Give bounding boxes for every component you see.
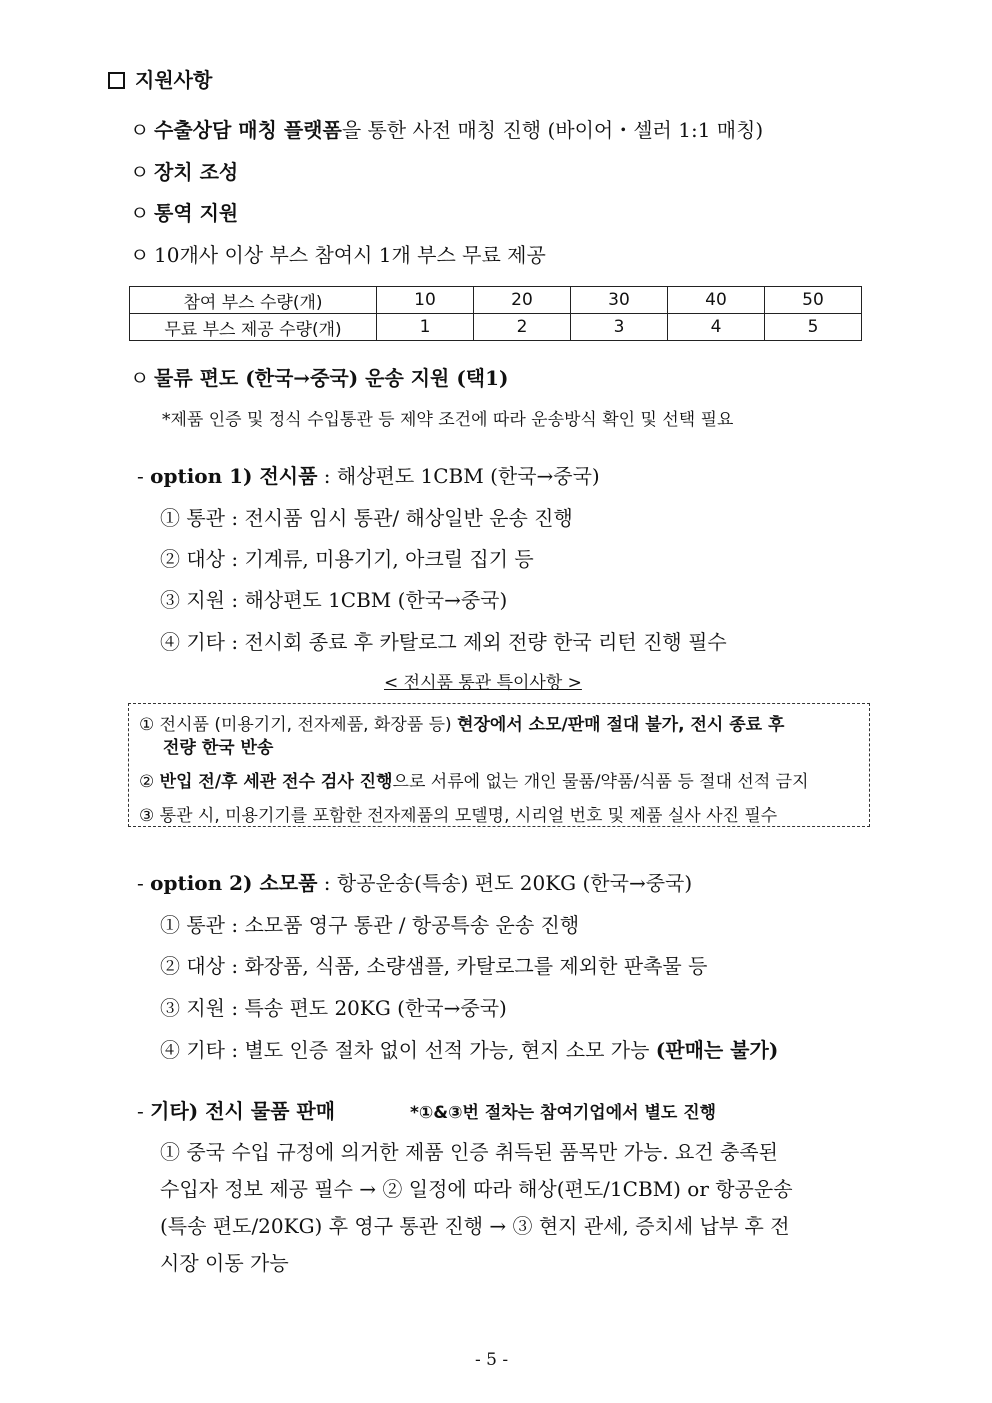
option2-item: ① 통관 : 소모품 영구 통관 / 항공특송 운송 진행 [160,913,580,937]
table-row [130,287,862,314]
notice-line: 전량 한국 반송 [163,738,274,758]
notice-title: < 전시품 통관 특이사항 > [384,673,582,693]
other-line: (특송 편도/20KG) 후 영구 통관 진행 → ③ 현지 관세, 증치세 납부 후 전 [160,1214,790,1238]
table-row [130,314,862,341]
option1-item: ④ 기타 : 전시회 종료 후 카탈로그 제외 전량 한국 리턴 진행 필수 [160,630,727,654]
option2-item: ③ 지원 : 특송 편도 20KG (한국→중국) [160,996,507,1020]
table-cell: 2 [474,314,571,341]
logistics-title: 물류 편도 (한국→중국) 운송 지원 (택1) [154,366,509,390]
table-cell: 1 [377,314,474,341]
section-title: 지원사항 [135,68,213,92]
bullet-item: ㅇ 수출상담 매칭 플랫폼을 통한 사전 매칭 진행 (바이어・셀러 1:1 매칭) [130,114,763,143]
bullet-item: ㅇ 10개사 이상 부스 참여시 1개 부스 무료 제공 [130,239,546,268]
table-cell: 4 [668,314,765,341]
table-cell: 30 [571,287,668,314]
circle-bullet-icon: ㅇ [130,118,150,142]
bullet-item: ㅇ 통역 지원 [130,197,238,226]
circle-bullet-icon: ㅇ [130,160,150,184]
notice-line: ② 반입 전/후 세관 전수 검사 진행으로 서류에 없는 개인 물품/약품/식품 등 절대 선적 금지 [139,772,809,792]
checkbox-square-icon [108,72,125,89]
table-cell: 3 [571,314,668,341]
table-cell: 50 [765,287,862,314]
table-cell: 40 [668,287,765,314]
other-line: ① 중국 수입 규정에 의거한 제품 인증 취득된 품목만 가능. 요건 충족된 [160,1140,778,1164]
table-row-label: 무료 부스 제공 수량(개) [130,314,377,341]
bullet-item [130,362,509,391]
option2-item: ④ 기타 : 별도 인증 절차 없이 선적 가능, 현지 소모 가능 (판매는 불가) [160,1038,779,1062]
circle-bullet-icon: ㅇ [130,243,150,267]
other-heading-note: *①&③번 절차는 참여기업에서 별도 진행 [410,1103,717,1123]
option1-item: ③ 지원 : 해상편도 1CBM (한국→중국) [160,588,508,612]
table-cell: 10 [377,287,474,314]
bullet-item: ㅇ 장치 조성 [130,156,238,185]
option1-heading: - option 1) 전시품 : 해상편도 1CBM (한국→중국) [137,464,600,488]
option1-item: ② 대상 : 기계류, 미용기기, 아크릴 집기 등 [160,547,534,571]
table-cell: 5 [765,314,862,341]
circle-bullet-icon: ㅇ [130,366,150,390]
option1-item: ① 통관 : 전시품 임시 통관/ 해상일반 운송 진행 [160,506,573,530]
table-row-label: 참여 부스 수량(개) [130,287,377,314]
booth-support-table [129,286,862,341]
page-number: - 5 - [475,1350,509,1370]
other-heading: - 기타) 전시 물품 판매 [137,1099,336,1123]
section-header [108,64,212,93]
option2-heading: - option 2) 소모품 : 항공운송(특송) 편도 20KG (한국→중국) [137,871,693,895]
other-line: 수입자 정보 제공 필수 → ② 일정에 따라 해상(편도/1CBM) or 항공운송 [160,1177,793,1201]
notice-box [128,703,870,827]
notice-line: ① 전시품 (미용기기, 전자제품, 화장품 등) 현장에서 소모/판매 절대 불가, 전시 종료 후 [139,715,785,735]
table-cell: 20 [474,287,571,314]
other-line: 시장 이동 가능 [160,1251,289,1275]
circle-bullet-icon: ㅇ [130,201,150,225]
logistics-note: *제품 인증 및 정식 수입통관 등 제약 조건에 따라 운송방식 확인 및 선택 필요 [162,410,734,430]
option2-item: ② 대상 : 화장품, 식품, 소량샘플, 카탈로그를 제외한 판촉물 등 [160,954,708,978]
notice-line: ③ 통관 시, 미용기기를 포함한 전자제품의 모델명, 시리얼 번호 및 제품 실사 사진 필수 [139,806,778,826]
